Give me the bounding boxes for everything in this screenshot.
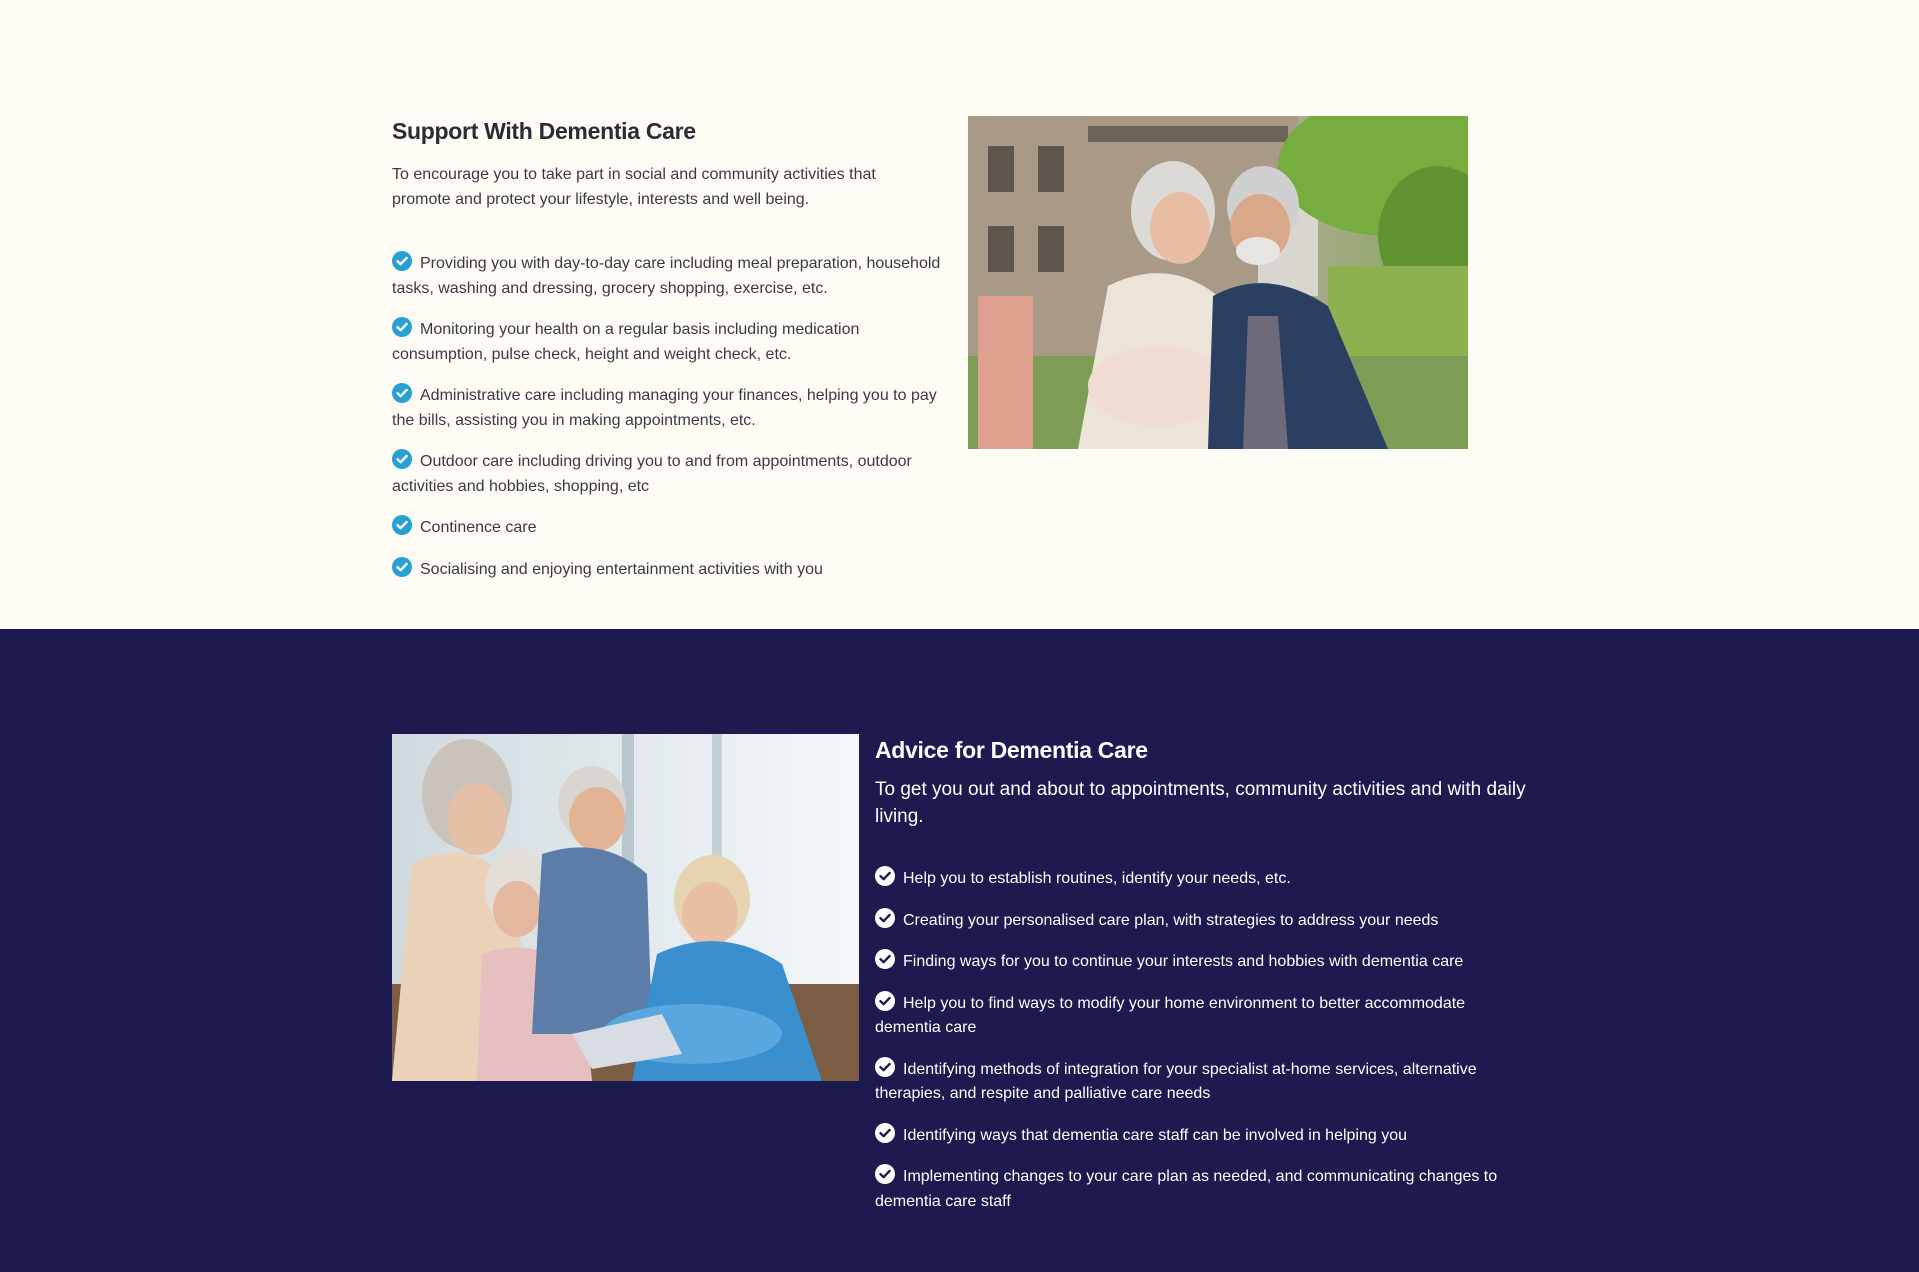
- check-circle-icon: [392, 383, 412, 403]
- list-item: Continence care: [392, 515, 947, 541]
- check-circle-icon: [392, 251, 412, 271]
- advice-title: Advice for Dementia Care: [875, 737, 1148, 763]
- seniors-group-photo: [392, 734, 859, 1081]
- list-item: Providing you with day-to-day care including meal preparation, household tasks, washing and dressing, grocery shopping, exercise, etc.: [392, 251, 947, 301]
- advice-intro: To get you out and about to appointments, community activities and with daily living.: [875, 779, 1526, 827]
- support-content: [392, 114, 947, 598]
- advice-content: [875, 734, 1535, 1230]
- support-title: Support With Dementia Care: [392, 118, 696, 144]
- check-circle-icon: [875, 1164, 895, 1184]
- check-circle-icon: [392, 317, 412, 337]
- support-intro: To encourage you to take part in social and community activities that promote and protect your lifestyle, interests and well being.: [392, 166, 876, 208]
- support-section: [0, 0, 1919, 629]
- check-circle-icon: [875, 949, 895, 969]
- list-item: Identifying methods of integration for your specialist at-home services, alternative therapies, and respite and palliative care needs: [875, 1057, 1535, 1107]
- list-item: Finding ways for you to continue your interests and hobbies with dementia care: [875, 949, 1535, 975]
- check-circle-icon: [392, 515, 412, 535]
- list-item: Identifying ways that dementia care staff can be involved in helping you: [875, 1123, 1535, 1149]
- list-item: Administrative care including managing your finances, helping you to pay the bills, assisting you in making appointments, etc.: [392, 383, 947, 433]
- check-circle-icon: [875, 866, 895, 886]
- check-circle-icon: [875, 908, 895, 928]
- check-circle-icon: [392, 557, 412, 577]
- support-list: [392, 251, 947, 582]
- list-item: Outdoor care including driving you to and from appointments, outdoor activities and hobbies, shopping, etc: [392, 449, 947, 499]
- advice-list: [875, 866, 1535, 1214]
- list-item: Help you to find ways to modify your home environment to better accommodate dementia care: [875, 991, 1535, 1041]
- check-circle-icon: [875, 1057, 895, 1077]
- list-item: Implementing changes to your care plan as needed, and communicating changes to dementia care staff: [875, 1164, 1535, 1214]
- check-circle-icon: [875, 991, 895, 1011]
- check-circle-icon: [875, 1123, 895, 1143]
- list-item: Socialising and enjoying entertainment activities with you: [392, 557, 947, 583]
- elderly-couple-photo: [968, 116, 1468, 449]
- list-item: Help you to establish routines, identify your needs, etc.: [875, 866, 1535, 892]
- list-item: Creating your personalised care plan, with strategies to address your needs: [875, 908, 1535, 934]
- check-circle-icon: [392, 449, 412, 469]
- list-item: Monitoring your health on a regular basis including medication consumption, pulse check, height and weight check, etc.: [392, 317, 947, 367]
